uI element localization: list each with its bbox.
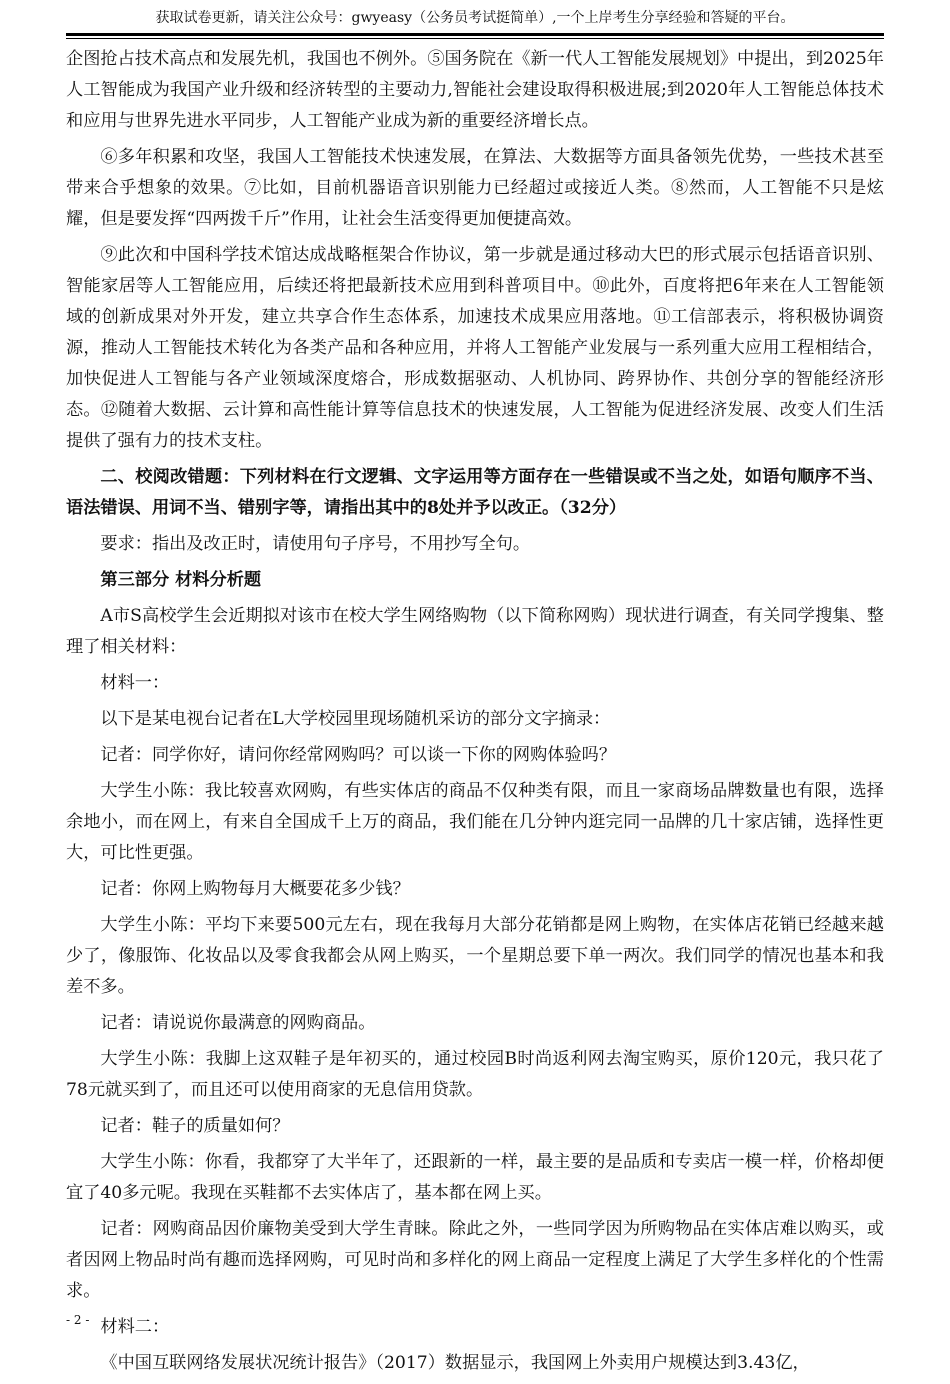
paragraph: 记者：网购商品因价廉物美受到大学生青睐。除此之外，一些同学因为所购物品在实体店难以购买，或者因网上物品时尚有趣而选择网购，可见时尚和多样化的网上商品一定程度上满足了大学生多样化的个性需求。 [66,1219,884,1301]
header-rule [66,33,884,36]
paragraph: 记者：鞋子的质量如何？ [100,1116,290,1136]
section-heading: 第三部分 材料分析题 [100,570,262,590]
paragraph: 大学生小陈：我比较喜欢网购，有些实体店的商品不仅种类有限，而且一家商场品牌数量也有限，选择余地小，而在网上，有来自全国成千上万的商品，我们能在几分钟内逛完同一品牌的几十家店铺，选择性更大，可比性更强。 [66,781,884,863]
paragraph: 材料二： [100,1317,170,1337]
page-number: - 2 - [66,1313,90,1327]
paragraph: 记者：请说说你最满意的网购商品。 [100,1013,376,1033]
page-header: 获取试卷更新，请关注公众号：gwyeasy（公务员考试挺简单）,一个上岸考生分享经验和答疑的平台。 [155,10,795,26]
paragraph: 记者：同学你好，请问你经常网购吗？可以谈一下你的网购体验吗？ [100,745,617,765]
paragraph: 材料一： [100,673,170,693]
paragraph: 企图抢占技术高点和发展先机，我国也不例外。⑤国务院在《新一代人工智能发展规划》中提出，到2025年人工智能成为我国产业升级和经济转型的主要动力,智能社会建设取得积极进展;到2020年人工智能总体技术和应用与世界先进水平同步，人工智能产业成为新的重要经济增长点。 [66,49,884,131]
document-body [66,44,884,1384]
paragraph: 记者：你网上购物每月大概要花多少钱？ [100,879,410,899]
paragraph: 《中国互联网络发展状况统计报告》（2017）数据显示，我国网上外卖用户规模达到3.43亿， [100,1353,810,1373]
header-rule-secondary [66,38,884,39]
paragraph: 大学生小陈：我脚上这双鞋子是年初买的，通过校园B时尚返利网去淘宝购买，原价120元，我只花了78元就买到了，而且还可以使用商家的无息信用贷款。 [66,1049,884,1100]
section-heading: 二、校阅改错题：下列材料在行文逻辑、文字运用等方面存在一些错误或不当之处，如语句顺序不当、语法错误、用词不当、错别字等，请指出其中的8处并予以改正。（32分） [66,467,884,518]
paragraph: 大学生小陈：平均下来要500元左右，现在我每月大部分花销都是网上购物，在实体店花销已经越来越少了，像服饰、化妆品以及零食我都会从网上购买，一个星期总要下单一两次。我们同学的情况也基本和我差不多。 [66,915,884,997]
paragraph: 大学生小陈：你看，我都穿了大半年了，还跟新的一样，最主要的是品质和专卖店一模一样，价格却便宜了40多元呢。我现在买鞋都不去实体店了，基本都在网上买。 [66,1152,884,1203]
paragraph: 要求：指出及改正时，请使用句子序号，不用抄写全句。 [100,534,531,554]
paragraph: 以下是某电视台记者在L大学校园里现场随机采访的部分文字摘录： [100,709,611,729]
paragraph: ⑨此次和中国科学技术馆达成战略框架合作协议，第一步就是通过移动大巴的形式展示包括语音识别、智能家居等人工智能应用，后续还将把最新技术应用到科普项目中。⑩此外，百度将把6年来在人工智能领域的创新成果对外开发，建立共享合作生态体系，加速技术成果应用落地。⑪工信部表示，将积极协调资源，推动人工智能技术转化为各类产品和各种应用，并将人工智能产业发展与一系列重大应用工程相结合，加快促进人工智能与各产业领域深度熔合，形成数据驱动、人机协同、跨界协作、共创分享的智能经济形态。⑫随着大数据、云计算和高性能计算等信息技术的快速发展，人工智能为促进经济发展、改变人们生活提供了强有力的技术支柱。 [66,245,884,451]
paragraph: ⑥多年积累和攻坚，我国人工智能技术快速发展，在算法、大数据等方面具备领先优势，一些技术甚至带来合乎想象的效果。⑦比如，目前机器语音识别能力已经超过或接近人类。⑧然而，人工智能不只是炫耀，但是要发挥“四两拨千斤”作用，让社会生活变得更加便捷高效。 [66,147,884,229]
paragraph: A市S高校学生会近期拟对该市在校大学生网络购物（以下简称网购）现状进行调查，有关同学搜集、整理了相关材料： [66,606,884,657]
